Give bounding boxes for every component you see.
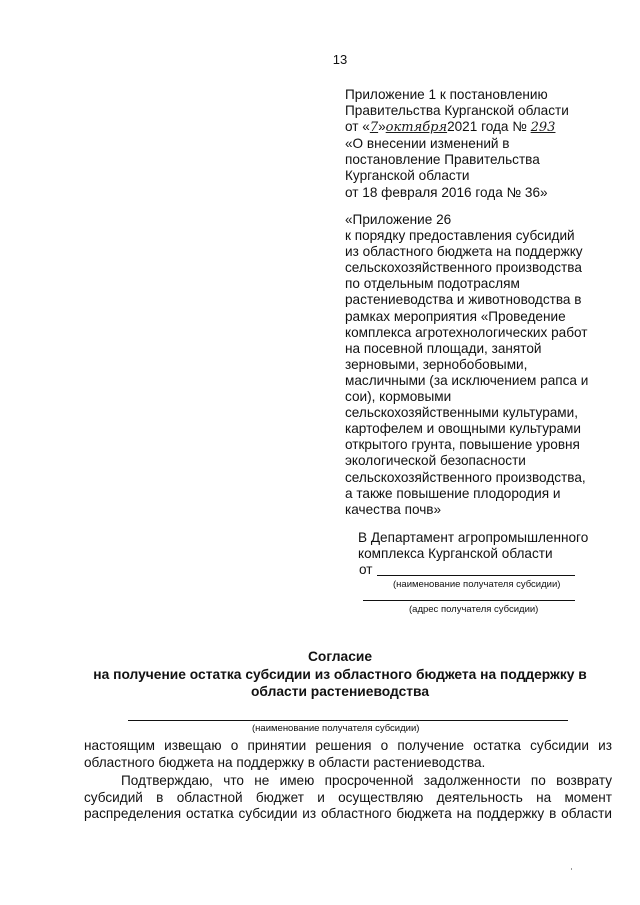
appendix-line: из областного бюджета на поддержку <box>345 244 583 260</box>
approval-line-5: постановление Правительства <box>345 152 540 168</box>
appendix-line: по отдельным подотраслям <box>345 276 520 292</box>
appendix-line: рамках мероприятия «Проведение <box>345 308 566 324</box>
paragraph-1-line-1: настоящим извещаю о принятии решения о получение остатка субсидии из <box>84 738 612 753</box>
document-title <box>40 648 640 701</box>
handwritten-month: октября <box>385 120 448 136</box>
appendix-line: а также повышение плодородия и <box>345 485 561 501</box>
title-line-3: области растениеводства <box>250 684 429 699</box>
paragraph-2-line-3: распределения остатка субсидии из областного бюджета на поддержку в области <box>84 806 612 822</box>
approval-line-1: Приложение 1 к постановлению <box>345 87 548 102</box>
department-line-1: В Департамент агропромышленного <box>358 530 589 545</box>
recipient-address-line <box>363 600 575 601</box>
appendix-line: экологической безопасности <box>345 453 526 469</box>
paragraph-2-line-1: Подтверждаю, что не имею просроченной задолженности по возврату <box>121 773 612 788</box>
handwritten-number: 293 <box>530 120 556 136</box>
recipient-address-caption: (адрес получателя субсидии) <box>409 604 539 615</box>
appendix-line: на посевной площади, занятой <box>345 340 542 356</box>
date-prefix: от « <box>345 119 370 135</box>
paragraph-2 <box>84 773 612 823</box>
appendix-block <box>345 212 588 518</box>
appendix-line: комплекса агротехнологических работ <box>345 324 588 340</box>
handwritten-day: 7 <box>369 120 379 136</box>
department-block <box>358 530 588 563</box>
page-number: 13 <box>332 52 348 67</box>
title-line-2: на получение остатка субсидии из областного бюджета на поддержку в <box>93 666 587 682</box>
approval-line-3 <box>345 119 569 136</box>
appendix-line: открытого грунта, повышение уровня <box>345 437 580 453</box>
appendix-line: масличными (за исключением рапса и <box>345 372 589 388</box>
from-label: от <box>359 562 373 577</box>
approval-line-6: Курганской области <box>345 168 470 184</box>
paragraph-1-line-2: областного бюджета на поддержку в области растениеводства. <box>84 754 486 770</box>
paragraph-1 <box>84 738 612 771</box>
appendix-line: качества почв» <box>345 501 442 517</box>
appendix-line: сельскохозяйственного производства <box>345 260 582 276</box>
title-line-1: Согласие <box>307 649 373 664</box>
appendix-line: сельскохозяйственными культурами, <box>345 405 579 421</box>
recipient-name-line <box>377 575 575 576</box>
date-year: 2021 года № <box>447 119 527 135</box>
approval-block <box>345 87 569 201</box>
department-line-2: комплекса Курганской области <box>358 546 553 562</box>
appendix-line: «Приложение 26 <box>345 212 452 227</box>
date-quote: » <box>378 119 386 135</box>
recipient-name-caption: (наименование получателя субсидии) <box>393 579 561 590</box>
body-recipient-line <box>128 720 568 721</box>
approval-line-4: «О внесении изменений в <box>345 136 510 152</box>
scan-mark <box>571 868 572 870</box>
appendix-line: картофелем и овощными культурами <box>345 421 581 437</box>
appendix-line: сои), кормовыми <box>345 389 452 405</box>
approval-line-2: Правительства Курганской области <box>345 103 569 119</box>
body-recipient-caption: (наименование получателя субсидии) <box>252 723 420 734</box>
appendix-line: растениеводства и животноводства в <box>345 292 582 308</box>
approval-line-7: от 18 февраля 2016 года № 36» <box>345 184 548 200</box>
appendix-line: сельскохозяйственного производства, <box>345 469 586 485</box>
appendix-line: к порядку предоставления субсидий <box>345 228 575 244</box>
paragraph-2-line-2: субсидий в областной бюджет и осуществляю деятельность на момент <box>84 789 612 805</box>
appendix-line: зерновыми, зернобобовыми, <box>345 356 528 372</box>
